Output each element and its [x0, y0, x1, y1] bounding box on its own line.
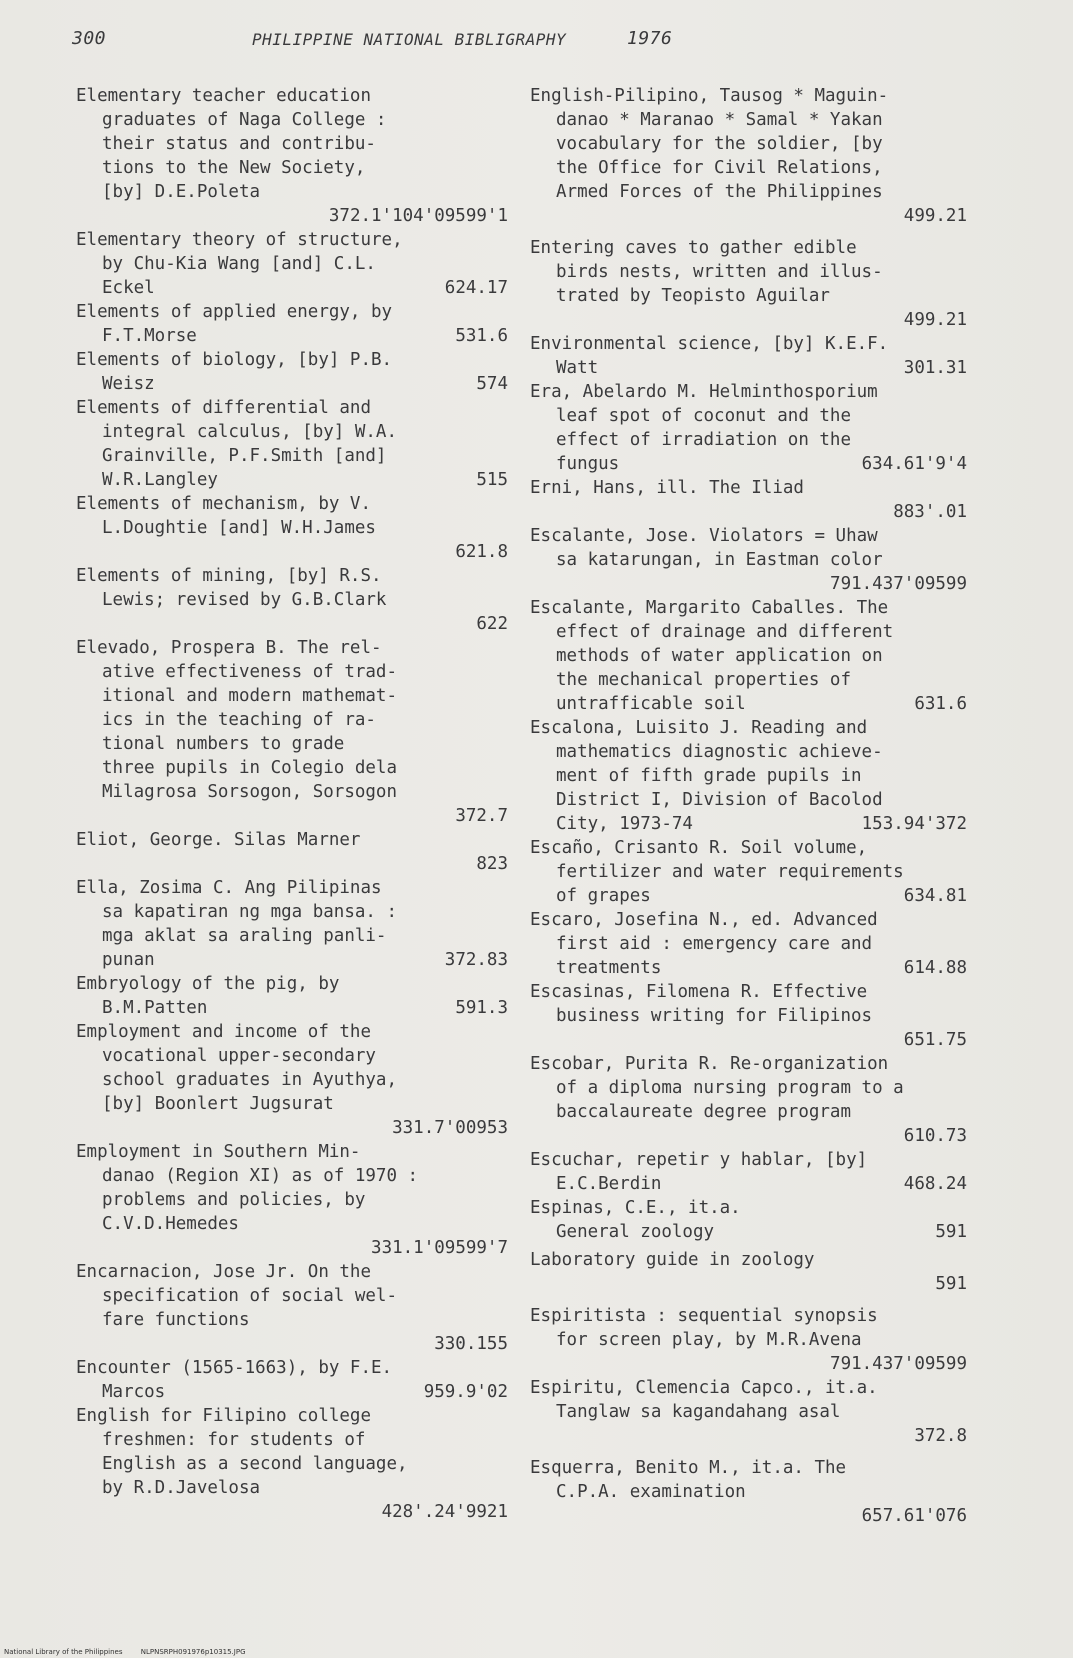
entry-line: effect of drainage and different	[556, 622, 894, 642]
entry-line: tions to the New Society,	[102, 158, 366, 178]
entry-heading: Escuchar, repetir y hablar, [by]	[530, 1150, 868, 1170]
bibliography-entry	[76, 972, 536, 1020]
bibliography-entry	[530, 380, 995, 476]
entry-line: effect of irradiation on the	[556, 430, 852, 450]
entry-heading: Laboratory guide in zoology	[530, 1250, 815, 1270]
entry-line: District I, Division of Bacolod	[556, 790, 883, 810]
entry-line-text: Marcos	[102, 1382, 166, 1402]
bibliography-entry	[530, 1304, 995, 1376]
entry-line: the mechanical properties of	[556, 670, 852, 690]
entry-line: freshmen: for students of	[102, 1430, 366, 1450]
entry-line: business writing for Filipinos	[556, 1006, 873, 1026]
bibliography-entry	[530, 524, 995, 596]
classification-number: 823	[476, 854, 508, 874]
entry-line	[530, 452, 995, 476]
classification-number: 631.6	[914, 694, 967, 714]
classification-number: 331.1'09599'7	[371, 1238, 508, 1258]
classification-number: 591.3	[455, 998, 508, 1018]
entry-line-text: treatments	[556, 958, 662, 978]
entry-line: their status and contribu-	[102, 134, 376, 154]
bibliography-entry	[76, 396, 536, 492]
entry-line-text: Weisz	[102, 374, 155, 394]
classification-number: 372.1'104'09599'1	[328, 206, 508, 226]
entry-line: school graduates in Ayuthya,	[102, 1070, 398, 1090]
entry-line: danao * Maranao * Samal * Yakan	[556, 110, 883, 130]
bibliography-entry	[530, 908, 995, 980]
entry-heading: Esquerra, Benito M., it.a. The	[530, 1458, 847, 1478]
bibliography-entry	[76, 564, 536, 636]
entry-heading: Escalante, Margarito Caballes. The	[530, 598, 889, 618]
entry-heading: Escasinas, Filomena R. Effective	[530, 982, 868, 1002]
classification-number: 330.155	[434, 1334, 508, 1354]
entry-line: for screen play, by M.R.Avena	[556, 1330, 862, 1350]
entry-line-text: untrafficable soil	[556, 694, 746, 714]
entry-heading: Employment in Southern Min-	[76, 1142, 361, 1162]
bibliography-entry	[76, 828, 536, 876]
entry-heading: Elements of biology, [by] P.B.	[76, 350, 393, 370]
bibliography-entry	[76, 1356, 536, 1404]
entry-heading: Escalante, Jose. Violators = Uhaw	[530, 526, 878, 546]
entry-line: first aid : emergency care and	[556, 934, 873, 954]
bibliography-entry	[76, 876, 536, 972]
page-number: 300	[72, 28, 107, 49]
entry-line	[530, 1172, 995, 1196]
entry-heading: Eliot, George. Silas Marner	[76, 830, 361, 850]
bibliography-entry	[530, 1196, 995, 1244]
entry-line: of a diploma nursing program to a	[556, 1078, 904, 1098]
classification-number: 591	[935, 1222, 967, 1242]
entry-line-text: W.R.Langley	[102, 470, 218, 490]
entry-heading: Elements of applied energy, by	[76, 302, 393, 322]
entry-line	[76, 948, 536, 972]
classification-number: 153.94'372	[861, 814, 967, 834]
entry-line-text: E.C.Berdin	[556, 1174, 662, 1194]
entry-line-text: fungus	[556, 454, 620, 474]
entry-line: leaf spot of coconut and the	[556, 406, 852, 426]
entry-line-text: F.T.Morse	[102, 326, 197, 346]
entry-heading: English-Pilipino, Tausog * Maguin-	[530, 86, 889, 106]
classification-number: 791.437'09599	[830, 1354, 967, 1374]
bibliography-entry	[76, 348, 536, 396]
classification-number: 372.7	[455, 806, 508, 826]
entry-line: vocabulary for the soldier, [by	[556, 134, 883, 154]
bibliography-entry	[530, 716, 995, 836]
classification-number: 624.17	[444, 278, 508, 298]
bibliography-entry	[76, 636, 536, 828]
bibliography-entry	[76, 1020, 536, 1140]
entry-line-text: City, 1973-74	[556, 814, 693, 834]
entry-heading: Elevado, Prospera B. The rel-	[76, 638, 382, 658]
classification-number: 959.9'02	[423, 1382, 508, 1402]
scan-footer	[4, 1648, 262, 1656]
classification-number: 428'.24'9921	[381, 1502, 508, 1522]
classification-number: 372.8	[914, 1426, 967, 1446]
entry-heading: Embryology of the pig, by	[76, 974, 340, 994]
entry-heading: Entering caves to gather edible	[530, 238, 857, 258]
entry-heading: Espiritu, Clemencia Capco., it.a.	[530, 1378, 878, 1398]
classification-number: 591	[935, 1274, 967, 1294]
entry-line: mathematics diagnostic achieve-	[556, 742, 883, 762]
entry-line: vocational upper-secondary	[102, 1046, 376, 1066]
entry-heading: Ella, Zosima C. Ang Pilipinas	[76, 878, 382, 898]
entry-line-text: B.M.Patten	[102, 998, 208, 1018]
bibliography-entry	[530, 980, 995, 1052]
bibliography-entry	[530, 1248, 995, 1296]
bibliography-entry	[76, 1404, 536, 1524]
classification-number: 574	[476, 374, 508, 394]
entry-line	[76, 996, 536, 1020]
bibliography-entry	[530, 1376, 995, 1448]
bibliography-entry	[76, 228, 536, 300]
entry-line: methods of water application on	[556, 646, 883, 666]
entry-line: three pupils in Colegio dela	[102, 758, 398, 778]
entry-line	[76, 324, 536, 348]
classification-number: 531.6	[455, 326, 508, 346]
page-year: 1976	[627, 28, 673, 49]
entry-line: C.P.A. examination	[556, 1482, 746, 1502]
entry-heading: Escalona, Luisito J. Reading and	[530, 718, 868, 738]
entry-line	[530, 692, 995, 716]
entry-line	[530, 884, 995, 908]
classification-number: 634.61'9'4	[861, 454, 967, 474]
entry-line: [by] D.E.Poleta	[102, 182, 261, 202]
classification-number: 468.24	[903, 1174, 967, 1194]
bibliography-entry	[76, 1260, 536, 1356]
entry-line: birds nests, written and illus-	[556, 262, 883, 282]
classification-number: 657.61'076	[861, 1506, 967, 1526]
entry-line	[76, 276, 536, 300]
classification-number: 622	[476, 614, 508, 634]
entry-heading: Escaño, Crisanto R. Soil volume,	[530, 838, 868, 858]
entry-line: fare functions	[102, 1310, 250, 1330]
entry-heading: Era, Abelardo M. Helminthosporium	[530, 382, 878, 402]
entry-line	[530, 812, 995, 836]
entry-heading: Espinas, C.E., it.a.	[530, 1198, 741, 1218]
bibliography-entry	[530, 1148, 995, 1196]
classification-number: 610.73	[903, 1126, 967, 1146]
entry-heading: Elements of mining, [by] R.S.	[76, 566, 382, 586]
entry-line: integral calculus, [by] W.A.	[102, 422, 398, 442]
entry-line: sa kapatiran ng mga bansa. :	[102, 902, 398, 922]
entry-line	[76, 1380, 536, 1404]
entry-heading: Employment and income of the	[76, 1022, 372, 1042]
entry-line	[530, 956, 995, 980]
classification-number: 621.8	[455, 542, 508, 562]
bibliography-entry	[530, 84, 995, 228]
classification-number: 499.21	[903, 310, 967, 330]
entry-line: C.V.D.Hemedes	[102, 1214, 239, 1234]
entry-line-text: Watt	[556, 358, 599, 378]
footer-file: NLPNSRPH091976p10315.JPG	[140, 1648, 246, 1656]
entry-line: by Chu-Kia Wang [and] C.L.	[102, 254, 376, 274]
left-column	[76, 84, 536, 1524]
entry-line: fertilizer and water requirements	[556, 862, 904, 882]
classification-number: 372.83	[444, 950, 508, 970]
classification-number: 883'.01	[893, 502, 967, 522]
entry-line: Tanglaw sa kagandahang asal	[556, 1402, 841, 1422]
entry-line: specification of social wel-	[102, 1286, 398, 1306]
entry-line: Milagrosa Sorsogon, Sorsogon	[102, 782, 398, 802]
entry-line: danao (Region XI) as of 1970 :	[102, 1166, 419, 1186]
entry-heading: Elements of differential and	[76, 398, 372, 418]
entry-heading: Espiritista : sequential synopsis	[530, 1306, 878, 1326]
classification-number: 301.31	[903, 358, 967, 378]
entry-line: ment of fifth grade pupils in	[556, 766, 862, 786]
entry-heading: Elementary theory of structure,	[76, 230, 403, 250]
bibliography-entry	[530, 836, 995, 908]
entry-line-text: of grapes	[556, 886, 651, 906]
entry-line	[76, 372, 536, 396]
classification-number: 634.81	[903, 886, 967, 906]
classification-number: 515	[476, 470, 508, 490]
entry-line: ative effectiveness of trad-	[102, 662, 398, 682]
entry-line: tional numbers to grade	[102, 734, 345, 754]
entry-line: sa katarungan, in Eastman color	[556, 550, 883, 570]
bibliography-entry	[530, 476, 995, 524]
bibliography-entry	[76, 492, 536, 564]
classification-number: 651.75	[903, 1030, 967, 1050]
entry-line: ics in the teaching of ra-	[102, 710, 376, 730]
bibliography-entry	[76, 84, 536, 228]
entry-line	[530, 356, 995, 380]
entry-heading: Escaro, Josefina N., ed. Advanced	[530, 910, 878, 930]
entry-line: Lewis; revised by G.B.Clark	[102, 590, 387, 610]
footer-source: National Library of the Philippines	[4, 1648, 123, 1656]
bibliography-entry	[530, 1456, 995, 1528]
entry-line-text: Eckel	[102, 278, 155, 298]
entry-heading: Escobar, Purita R. Re-organization	[530, 1054, 889, 1074]
entry-line: Armed Forces of the Philippines	[556, 182, 883, 202]
entry-heading: Encounter (1565-1663), by F.E.	[76, 1358, 393, 1378]
entry-line: graduates of Naga College :	[102, 110, 387, 130]
bibliography-entry	[76, 300, 536, 348]
right-column	[530, 84, 995, 1528]
entry-line: [by] Boonlert Jugsurat	[102, 1094, 334, 1114]
entry-line: trated by Teopisto Aguilar	[556, 286, 830, 306]
classification-number: 331.7'00953	[392, 1118, 508, 1138]
entry-line: by R.D.Javelosa	[102, 1478, 261, 1498]
entry-heading: Elements of mechanism, by V.	[76, 494, 372, 514]
bibliography-entry	[76, 1140, 536, 1260]
entry-heading: Encarnacion, Jose Jr. On the	[76, 1262, 372, 1282]
entry-line: the Office for Civil Relations,	[556, 158, 883, 178]
classification-number: 614.88	[903, 958, 967, 978]
entry-line: itional and modern mathemat-	[102, 686, 398, 706]
page-title: PHILIPPINE NATIONAL BIBLIGRAPHY	[252, 30, 567, 49]
entry-line: Grainville, P.F.Smith [and]	[102, 446, 387, 466]
entry-line	[530, 1220, 995, 1244]
entry-line: English as a second language,	[102, 1454, 408, 1474]
bibliography-entry	[530, 596, 995, 716]
bibliography-entry	[530, 1052, 995, 1148]
entry-line-text: punan	[102, 950, 155, 970]
entry-line: L.Doughtie [and] W.H.James	[102, 518, 376, 538]
classification-number: 791.437'09599	[830, 574, 967, 594]
entry-line: problems and policies, by	[102, 1190, 366, 1210]
entry-heading: English for Filipino college	[76, 1406, 372, 1426]
entry-heading: Elementary teacher education	[76, 86, 372, 106]
bibliography-entry	[530, 236, 995, 332]
entry-line-text: General zoology	[556, 1222, 715, 1242]
entry-heading: Erni, Hans, ill. The Iliad	[530, 478, 804, 498]
entry-line: baccalaureate degree program	[556, 1102, 852, 1122]
entry-line: mga aklat sa araling panli-	[102, 926, 387, 946]
classification-number: 499.21	[903, 206, 967, 226]
entry-line	[76, 468, 536, 492]
bibliography-entry	[530, 332, 995, 380]
entry-heading: Environmental science, [by] K.E.F.	[530, 334, 889, 354]
